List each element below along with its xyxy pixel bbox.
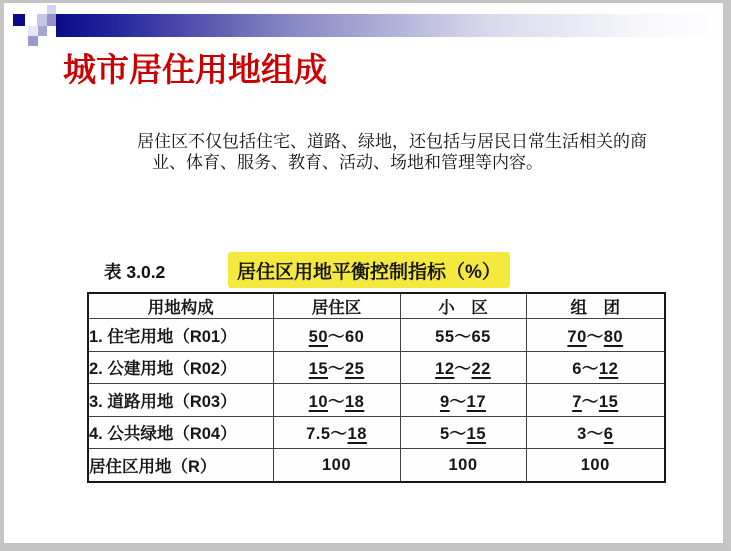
value-cell bbox=[400, 351, 526, 384]
underlined-value: 22 bbox=[471, 360, 491, 379]
row-label: 1. 住宅用地（R01） bbox=[88, 319, 273, 352]
value-text: ～ bbox=[328, 360, 345, 379]
value-text: ～ bbox=[581, 360, 599, 379]
underlined-value: 7 bbox=[572, 392, 582, 411]
body-line: 居住区不仅包括住宅、道路、绿地，还包括与居民日常生活相关的商 bbox=[137, 132, 647, 151]
value-text: ～ bbox=[328, 327, 345, 346]
underlined-value: 18 bbox=[345, 392, 365, 411]
title-bar-gradient bbox=[56, 14, 723, 37]
underlined-value: 18 bbox=[347, 425, 367, 444]
table-title-highlight: 居住区用地平衡控制指标（%） bbox=[228, 252, 510, 288]
value-text: 65 bbox=[471, 327, 491, 346]
underlined-value: 6 bbox=[603, 425, 614, 444]
underlined-value: 50 bbox=[308, 327, 328, 346]
underlined-value: 15 bbox=[466, 425, 487, 444]
value-cell bbox=[526, 384, 665, 417]
value-cell bbox=[526, 449, 665, 482]
value-cell bbox=[400, 449, 526, 482]
deco-square bbox=[47, 14, 56, 26]
underlined-value: 70 bbox=[567, 327, 587, 346]
header-sub-district: 小 区 bbox=[400, 293, 526, 319]
underlined-value: 9 bbox=[439, 392, 450, 411]
value-text: ～ bbox=[449, 392, 467, 411]
deco-square bbox=[47, 5, 56, 14]
value-cell bbox=[526, 319, 665, 352]
value-text: 7.5 bbox=[306, 425, 331, 444]
value-cell bbox=[273, 416, 400, 449]
value-text: ～ bbox=[454, 360, 472, 379]
value-cell bbox=[526, 416, 665, 449]
land-use-balance-table bbox=[87, 292, 666, 483]
deco-square bbox=[13, 14, 25, 26]
value-text: 100 bbox=[321, 455, 352, 474]
row-label: 居住区用地（R） bbox=[88, 449, 273, 482]
table-caption bbox=[0, 252, 731, 284]
value-text: 5 bbox=[439, 425, 450, 444]
table-row bbox=[88, 416, 665, 449]
underlined-value: 12 bbox=[598, 360, 619, 379]
value-text: ～ bbox=[330, 425, 348, 444]
table-header-row bbox=[88, 293, 665, 319]
header-cluster: 组 团 bbox=[526, 293, 665, 319]
body-paragraph bbox=[0, 131, 731, 173]
value-cell bbox=[400, 416, 526, 449]
table-row bbox=[88, 351, 665, 384]
header-residential-district: 居住区 bbox=[273, 293, 400, 319]
table-row bbox=[88, 449, 665, 482]
value-cell bbox=[273, 351, 400, 384]
underlined-value: 12 bbox=[435, 360, 455, 379]
value-cell bbox=[273, 449, 400, 482]
value-text: 6 bbox=[572, 360, 582, 379]
value-text: 100 bbox=[448, 455, 478, 474]
underlined-value: 25 bbox=[345, 360, 365, 379]
value-text: ～ bbox=[586, 425, 604, 444]
value-text: 55 bbox=[435, 327, 455, 346]
value-text: ～ bbox=[586, 327, 604, 346]
value-text: ～ bbox=[449, 425, 467, 444]
page-title: 城市居住用地组成 bbox=[63, 51, 327, 88]
value-cell bbox=[400, 384, 526, 417]
value-text: 100 bbox=[580, 455, 610, 474]
deco-square bbox=[28, 26, 38, 36]
value-cell bbox=[273, 319, 400, 352]
body-line: 业、体育、服务、教育、活动、场地和管理等内容。 bbox=[152, 153, 543, 172]
underlined-value: 10 bbox=[308, 392, 328, 411]
table-body bbox=[88, 319, 665, 483]
underlined-value: 15 bbox=[598, 392, 619, 411]
value-text: 3 bbox=[577, 425, 587, 444]
row-label: 4. 公共绿地（R04） bbox=[88, 416, 273, 449]
deco-square bbox=[37, 14, 47, 26]
row-label: 2. 公建用地（R02） bbox=[88, 351, 273, 384]
value-cell bbox=[400, 319, 526, 352]
value-text: ～ bbox=[454, 327, 472, 346]
table-number-label: 表 3.0.2 bbox=[104, 262, 166, 282]
underlined-value: 15 bbox=[308, 360, 328, 379]
value-text: ～ bbox=[581, 392, 599, 411]
deco-square bbox=[38, 26, 47, 36]
table-row bbox=[88, 384, 665, 417]
value-cell bbox=[526, 351, 665, 384]
value-cell bbox=[273, 384, 400, 417]
value-text: ～ bbox=[328, 392, 345, 411]
value-text: 60 bbox=[345, 327, 365, 346]
underlined-value: 17 bbox=[466, 392, 487, 411]
table-row bbox=[88, 319, 665, 352]
header-land-composition: 用地构成 bbox=[88, 293, 273, 319]
deco-square bbox=[28, 36, 38, 46]
row-label: 3. 道路用地（R03） bbox=[88, 384, 273, 417]
underlined-value: 80 bbox=[603, 327, 624, 346]
